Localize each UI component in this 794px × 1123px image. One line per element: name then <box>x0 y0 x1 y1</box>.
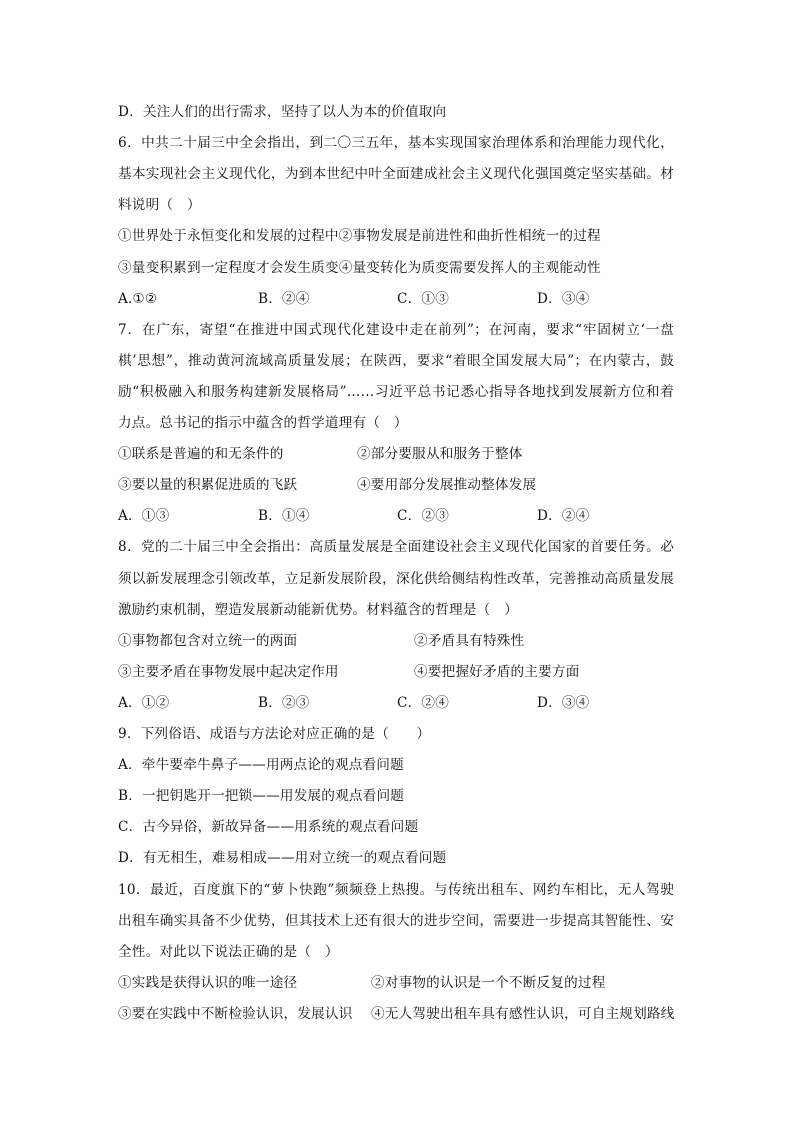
text-line: 9．下列俗语、成语与方法论对应正确的是（ ） <box>118 726 431 742</box>
text-line: 励“积极融入和服务构建新发展格局”……习近平总书记悉心指导各地找到发展新方位和着 <box>118 383 674 400</box>
text-line: 8．党的二十届三中全会指出：高质量发展是全面建设社会主义现代化国家的首要任务。必 <box>118 539 674 556</box>
statement-item: ③要以量的积累促进质的飞跃 <box>118 477 298 494</box>
text-line: 料说明（ ） <box>118 197 201 214</box>
text-line: 出租车确实具备不少优势，但其技术上还有很大的进步空间，需要进一步提高其智能性、安 <box>118 912 674 929</box>
text-line: 7．在广东，寄望“在推进中国式现代化建设中走在前列”；在河南，要求“牢固树立‘一盘 <box>118 321 674 338</box>
statement-item: ②矛盾具有特殊性 <box>414 632 525 649</box>
text-line: D．有无相生，难易相成——用对立统一的观点看问题 <box>118 850 447 867</box>
statement-item: ①联系是普遍的和无条件的 <box>118 446 284 463</box>
answer-option: D．②④ <box>537 508 590 525</box>
statement-item: ④要把握好矛盾的主要方面 <box>414 663 580 680</box>
text-line: ③量变积累到一定程度才会发生质变④量变转化为质变需要发挥人的主观能动性 <box>118 259 601 276</box>
answer-option: B．②④ <box>258 290 310 307</box>
text-line: 须以新发展理念引领改革，立足新发展阶段，深化供给侧结构性改革，完善推动高质量发展 <box>118 570 674 587</box>
text-line: 激励约束机制，塑造发展新动能新优势。材料蕴含的哲理是（ ） <box>118 601 519 618</box>
answer-option: D．③④ <box>537 694 590 711</box>
text-line: C．古今异俗，新故异备——用系统的观点看问题 <box>118 819 419 836</box>
answer-option: A.①② <box>118 290 158 307</box>
text-line: 基本实现社会主义现代化，为到本世纪中叶全面建成社会主义现代化强国奠定坚实基础。材 <box>118 166 674 183</box>
answer-option: C．②④ <box>397 694 449 711</box>
answer-option: D．③④ <box>537 290 590 307</box>
text-line: 6．中共二十届三中全会指出，到二〇三五年，基本实现国家治理体系和治理能力现代化， <box>118 135 674 152</box>
text-line: 棋’思想”，推动黄河流域高质量发展；在陕西，要求“着眼全国发展大局”；在内蒙古，鼓 <box>118 352 674 369</box>
answer-option: A．①③ <box>118 508 170 525</box>
text-line: 力点。总书记的指示中蕴含的哲学道理有（ ） <box>118 415 408 431</box>
answer-option: C．①③ <box>397 290 449 307</box>
text-line: ①世界处于永恒变化和发展的过程中②事物发展是前进性和曲折性相统一的过程 <box>118 228 601 245</box>
answer-option: C．②③ <box>397 508 449 525</box>
statement-item: ②对事物的认识是一个不断反复的过程 <box>371 974 606 991</box>
statement-item: ④无人驾驶出租车具有感性认识，可自主规划路线 <box>371 1005 675 1022</box>
statement-item: ①事物都包含对立统一的两面 <box>118 632 298 649</box>
statement-item: ②部分要服从和服务于整体 <box>357 446 523 463</box>
text-line: B．一把钥匙开一把锁——用发展的观点看问题 <box>118 788 405 805</box>
statement-item: ④要用部分发展推动整体发展 <box>357 477 537 494</box>
text-line: A．牵牛要牵牛鼻子——用两点论的观点看问题 <box>118 757 404 774</box>
text-line: 10．最近，百度旗下的“萝卜快跑”频频登上热搜。与传统出租车、网约车相比，无人驾驶 <box>118 881 674 898</box>
statement-item: ③主要矛盾在事物发展中起决定作用 <box>118 663 339 680</box>
statement-item: ③要在实践中不断检验认识，发展认识 <box>118 1005 353 1022</box>
answer-option: A．①② <box>118 694 170 711</box>
text-line: D．关注人们的出行需求，坚持了以人为本的价值取向 <box>118 104 447 120</box>
text-line: 全性。对此以下说法正确的是（ ） <box>118 943 339 960</box>
answer-option: B．①④ <box>258 508 310 525</box>
statement-item: ①实践是获得认识的唯一途径 <box>118 974 298 991</box>
answer-option: B．②③ <box>258 694 310 711</box>
